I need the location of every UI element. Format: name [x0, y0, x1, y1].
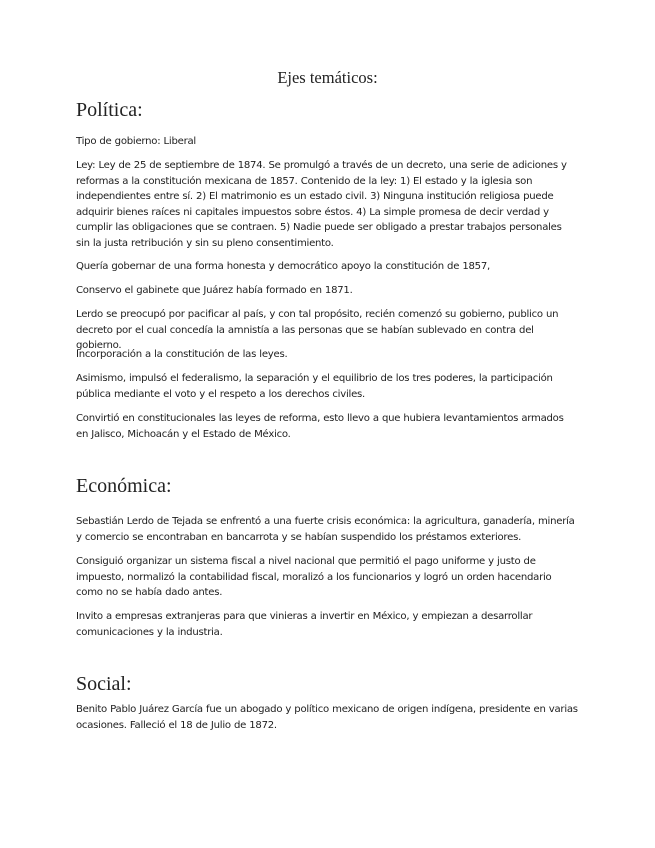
heading-politica: Política:	[76, 99, 143, 121]
paragraph-amnistia: Lerdo se preocupó por pacificar al país, y con tal propósito, recién comenzó su gobierno, publico un decreto por el cual concedía la amnistía a las personas que se habían sublevado en contra del gobierno.	[76, 309, 559, 352]
paragraph-sistema-fiscal: Consiguió organizar un sistema fiscal a nivel nacional que permitió el pago uniforme y justo de impuesto, normalizó la contabilidad fiscal, moralizó a los funcionarios y logró un orden hacendario como no se había dado antes.	[76, 556, 552, 599]
heading-economica: Económica:	[76, 475, 172, 497]
paragraph-crisis: Sebastián Lerdo de Tejada se enfrentó a una fuerte crisis económica: la agricultura, ganadería, minería y comercio se encontraban en bancarrota y se habían suspendido los préstamos exteriores.	[76, 516, 575, 543]
paragraph-tipo-gobierno: Tipo de gobierno: Liberal	[76, 136, 196, 147]
heading-social: Social:	[76, 673, 132, 695]
paragraph-juarez: Benito Pablo Juárez García fue un abogado y político mexicano de origen indígena, presidente en varias ocasiones. Falleció el 18 de Julio de 1872.	[76, 704, 578, 731]
paragraph-ley: Ley: Ley de 25 de septiembre de 1874. Se promulgó a través de un decreto, una serie de adiciones y reformas a la constitución mexicana de 1857. Contenido de la ley: 1) El estado y la iglesia son independientes entre sí. 2) El matrimonio es un estado civil. 3) Ninguna institución religiosa puede adquirir bienes raíces ni capitales impuestos sobre éstos. 4) La simple promesa de decir verdad y cumplir las obligaciones que se contraen. 5) Nadie puede ser obligado a prestar trabajos personales sin la justa retribución y sin su pleno consentimiento.	[76, 160, 567, 249]
paragraph-empresas: Invito a empresas extranjeras para que vinieras a invertir en México, y empiezan a desarrollar comunicaciones y la industria.	[76, 611, 533, 638]
paragraph-leyes-reforma: Convirtió en constitucionales las leyes de reforma, esto llevo a que hubiera levantamientos armados en Jalisco, Michoacán y el Estado de México.	[76, 413, 564, 440]
paragraph-gobernar: Quería gobernar de una forma honesta y democrático apoyo la constitución de 1857,	[76, 261, 490, 272]
paragraph-federalismo: Asimismo, impulsó el federalismo, la separación y el equilibrio de los tres poderes, la participación pública mediante el voto y el respeto a los derechos civiles.	[76, 373, 553, 400]
paragraph-gabinete: Conservo el gabinete que Juárez había formado en 1871.	[76, 285, 353, 296]
paragraph-incorporacion: Incorporación a la constitución de las leyes.	[76, 349, 288, 360]
document-title: Ejes temáticos:	[277, 68, 378, 87]
